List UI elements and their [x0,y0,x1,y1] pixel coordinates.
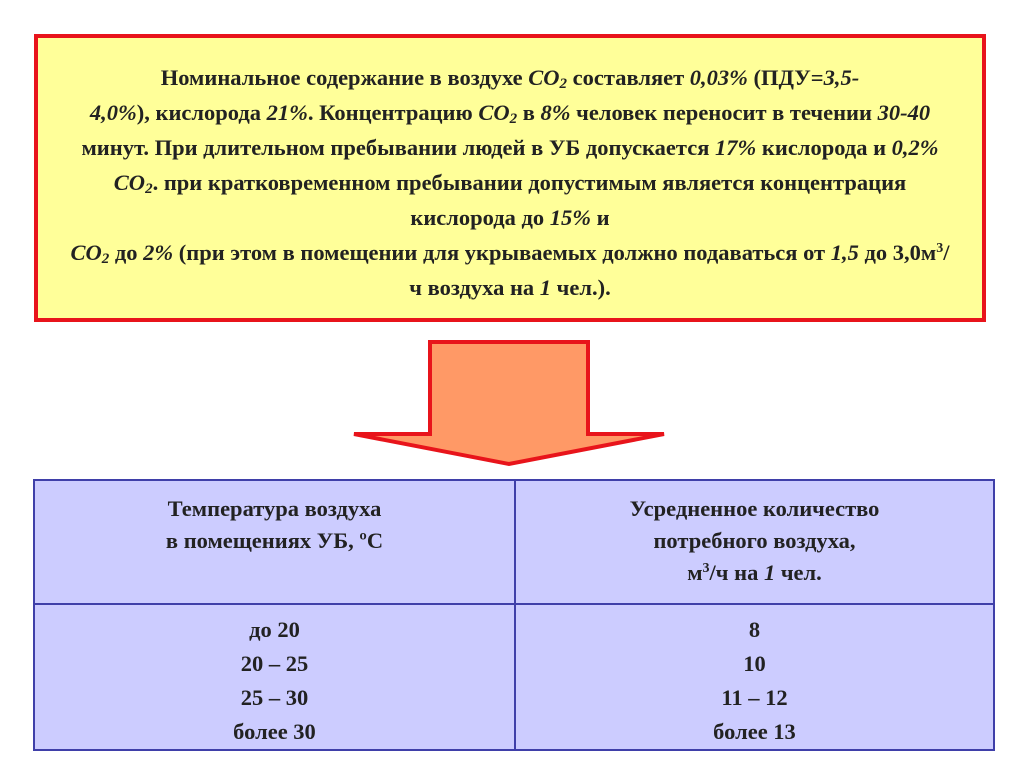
ventilation-norms-table [33,479,995,751]
co2-formula: $CO_2$ [528,65,568,92]
table-cell: 10 [743,651,766,676]
table-header-row [34,480,994,604]
air-volumes-cell [515,604,994,750]
table-cell: 20 – 25 [240,651,309,676]
table-cell: более 30 [233,719,316,744]
temperature-ranges-cell [34,604,515,750]
header-air-volume: Усредненное количество потребного воздуха, $м^3/ч$ на 1 чел. [515,480,994,604]
table-cell: до 20 [249,617,300,642]
table-body-row [34,604,994,750]
down-arrow-icon [350,340,668,468]
table-cell: более 13 [713,719,796,744]
table-cell: 8 [748,617,761,642]
table-cell: 11 – 12 [721,685,788,710]
header-temperature: Температура воздуха в помещениях УБ, ºС [34,480,515,604]
table-cell: 25 – 30 [240,685,309,710]
info-note-box: Номинальное содержание в воздухе $CO_2$ составляет 0,03% (ПДУ=3,5- 4,0%), кислорода 21%. Концентрацию $CO_2$ в 8% человек переносит в течении 30-40 минут. При длительном пребывании людей в УБ допускается 17% кислорода и 0,2% $CO_2$. при кратковременном пребывании допустимым является концентрация кислорода до 15% и $CO_2$ до 2% (при этом в помещении для укрываемых должно подаваться от 1,5 до $3,0м^3/ч$ воздуха на 1 чел.). [34,34,986,322]
